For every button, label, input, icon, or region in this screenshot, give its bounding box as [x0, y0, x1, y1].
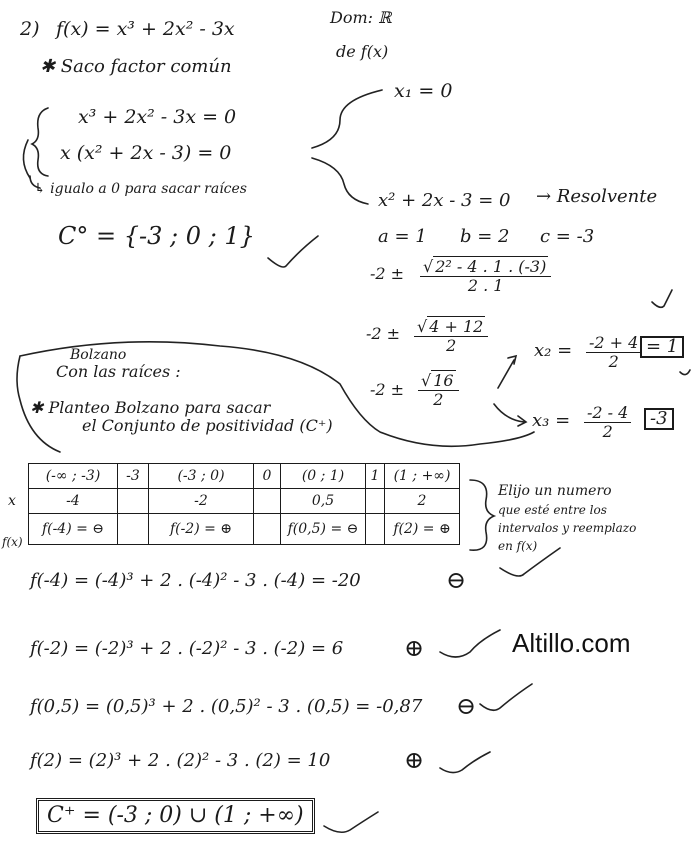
bolzano-line-2: el Conjunto de positividad (C⁺): [82, 416, 333, 435]
problem-number: 2): [20, 18, 40, 40]
x3-label: x₃ =: [532, 410, 571, 431]
note-arrow: [30, 176, 40, 188]
coef-c: c = -3: [540, 226, 595, 247]
x3-denominator: 2: [602, 422, 613, 442]
sign-icon: ⊕: [404, 746, 425, 774]
domain-of-label: de f(x): [336, 42, 389, 61]
checkmark-icon: [440, 752, 490, 773]
step3-prefix: -2 ±: [370, 380, 405, 399]
table-cell: f(-4) = ⊖: [29, 514, 118, 545]
step3-denominator: 2: [433, 390, 444, 410]
positivity-result: C⁺ = (-3 ; 0) ∪ (1 ; +∞): [36, 798, 315, 834]
root-x1: x₁ = 0: [394, 80, 453, 102]
table-cell: 0,5: [281, 489, 366, 514]
function-definition: f(x) = x³ + 2x² - 3x: [56, 18, 235, 40]
x2-numerator: -2 + 4: [586, 334, 641, 353]
bolzano-line-1: ✱ Planteo Bolzano para sacar: [30, 398, 271, 417]
equation-1: x³ + 2x² - 3x = 0: [78, 106, 237, 128]
checkmark-icon: [480, 684, 532, 710]
table-cell: (-3 ; 0): [149, 464, 254, 489]
roots-set: C° = {-3 ; 0 ; 1}: [58, 222, 255, 250]
equation-2: x (x² + 2x - 3) = 0: [60, 142, 232, 164]
evaluation-1: f(-4) = (-4)³ + 2 . (-4)² - 3 . (-4) = -20: [30, 570, 361, 591]
checkmark-icon: [680, 370, 690, 375]
evaluation-4: f(2) = (2)³ + 2 . (2)² - 3 . (2) = 10: [30, 750, 331, 771]
arrow-to-x3: [494, 404, 526, 426]
table-cell: -4: [29, 489, 118, 514]
quadratic-equation: x² + 2x - 3 = 0: [378, 190, 511, 211]
table-cell: (0 ; 1): [281, 464, 366, 489]
step2-radicand: 4 + 12: [429, 317, 484, 336]
table-note-line-4: en f(x): [498, 539, 538, 553]
x2-denominator: 2: [608, 352, 619, 372]
checkmark-icon: [440, 630, 500, 657]
sign-icon: ⊖: [446, 566, 467, 594]
checkmark-icon: [268, 236, 318, 267]
evaluation-3: f(0,5) = (0,5)³ + 2 . (0,5)² - 3 . (0,5) = -0,87: [30, 696, 423, 717]
step3-radicand: 16: [433, 371, 454, 390]
evaluation-2: f(-2) = (-2)³ + 2 . (-2)² - 3 . (-2) = 6: [30, 638, 344, 659]
table-cell: 0: [254, 464, 281, 489]
table-cell: 2: [385, 489, 460, 514]
table-note-line-1: Elijo un numero: [498, 483, 612, 499]
roots-note: ↳ igualo a 0 para sacar raíces: [34, 181, 247, 197]
table-note-brace: [470, 480, 494, 550]
step1-denominator: 2 . 1: [467, 276, 504, 296]
x3-result: -3: [644, 408, 674, 430]
table-cell: 1: [366, 464, 385, 489]
table-cell: -3: [118, 464, 149, 489]
sqrt-sign: √: [421, 371, 432, 390]
coef-b: b = 2: [460, 226, 510, 247]
row-x-label: x: [8, 493, 16, 509]
x2-result: = 1: [640, 336, 684, 358]
left-brace: [32, 108, 48, 176]
watermark: Altillo.com: [512, 628, 631, 658]
checkmark-icon: [500, 548, 560, 576]
branch-brace-arrow: [312, 90, 382, 148]
checkmark-icon: [652, 290, 672, 307]
step2-denominator: 2: [446, 336, 457, 356]
table-note-line-3: intervalos y reemplazo: [498, 521, 637, 535]
resolvente-label: → Resolvente: [536, 186, 658, 207]
checkmark-icon: [324, 812, 378, 832]
arrow-to-x2: [498, 356, 516, 388]
sign-icon: ⊕: [404, 634, 425, 662]
outer-paren: [23, 140, 30, 178]
branch-arrow-down: [312, 158, 368, 204]
sign-icon: ⊖: [456, 692, 477, 720]
bolzano-subtitle: Con las raíces :: [56, 362, 181, 381]
table-cell: f(2) = ⊕: [385, 514, 460, 545]
x3-numerator: -2 - 4: [584, 404, 631, 423]
coef-a: a = 1: [378, 226, 427, 247]
table-note-line-2: que esté entre los: [498, 503, 607, 517]
factor-step: ✱ Saco factor común: [40, 56, 232, 77]
sqrt-sign: √: [423, 257, 434, 276]
table-cell: -2: [149, 489, 254, 514]
row-f-label: f(x): [2, 535, 23, 549]
bolzano-title: Bolzano: [70, 347, 127, 363]
domain-label: Dom: ℝ: [330, 8, 392, 27]
bolzano-bubble: [17, 342, 534, 452]
table-cell: f(-2) = ⊕: [149, 514, 254, 545]
sqrt-sign: √: [417, 317, 428, 336]
table-cell: (-∞ ; -3): [29, 464, 118, 489]
step1-prefix: -2 ±: [370, 264, 405, 283]
step2-prefix: -2 ±: [366, 324, 401, 343]
table-cell: f(0,5) = ⊖: [281, 514, 366, 545]
x2-label: x₂ =: [534, 340, 573, 361]
table-cell: (1 ; +∞): [385, 464, 460, 489]
step1-radicand: 2² - 4 . 1 . (-3): [435, 257, 547, 276]
